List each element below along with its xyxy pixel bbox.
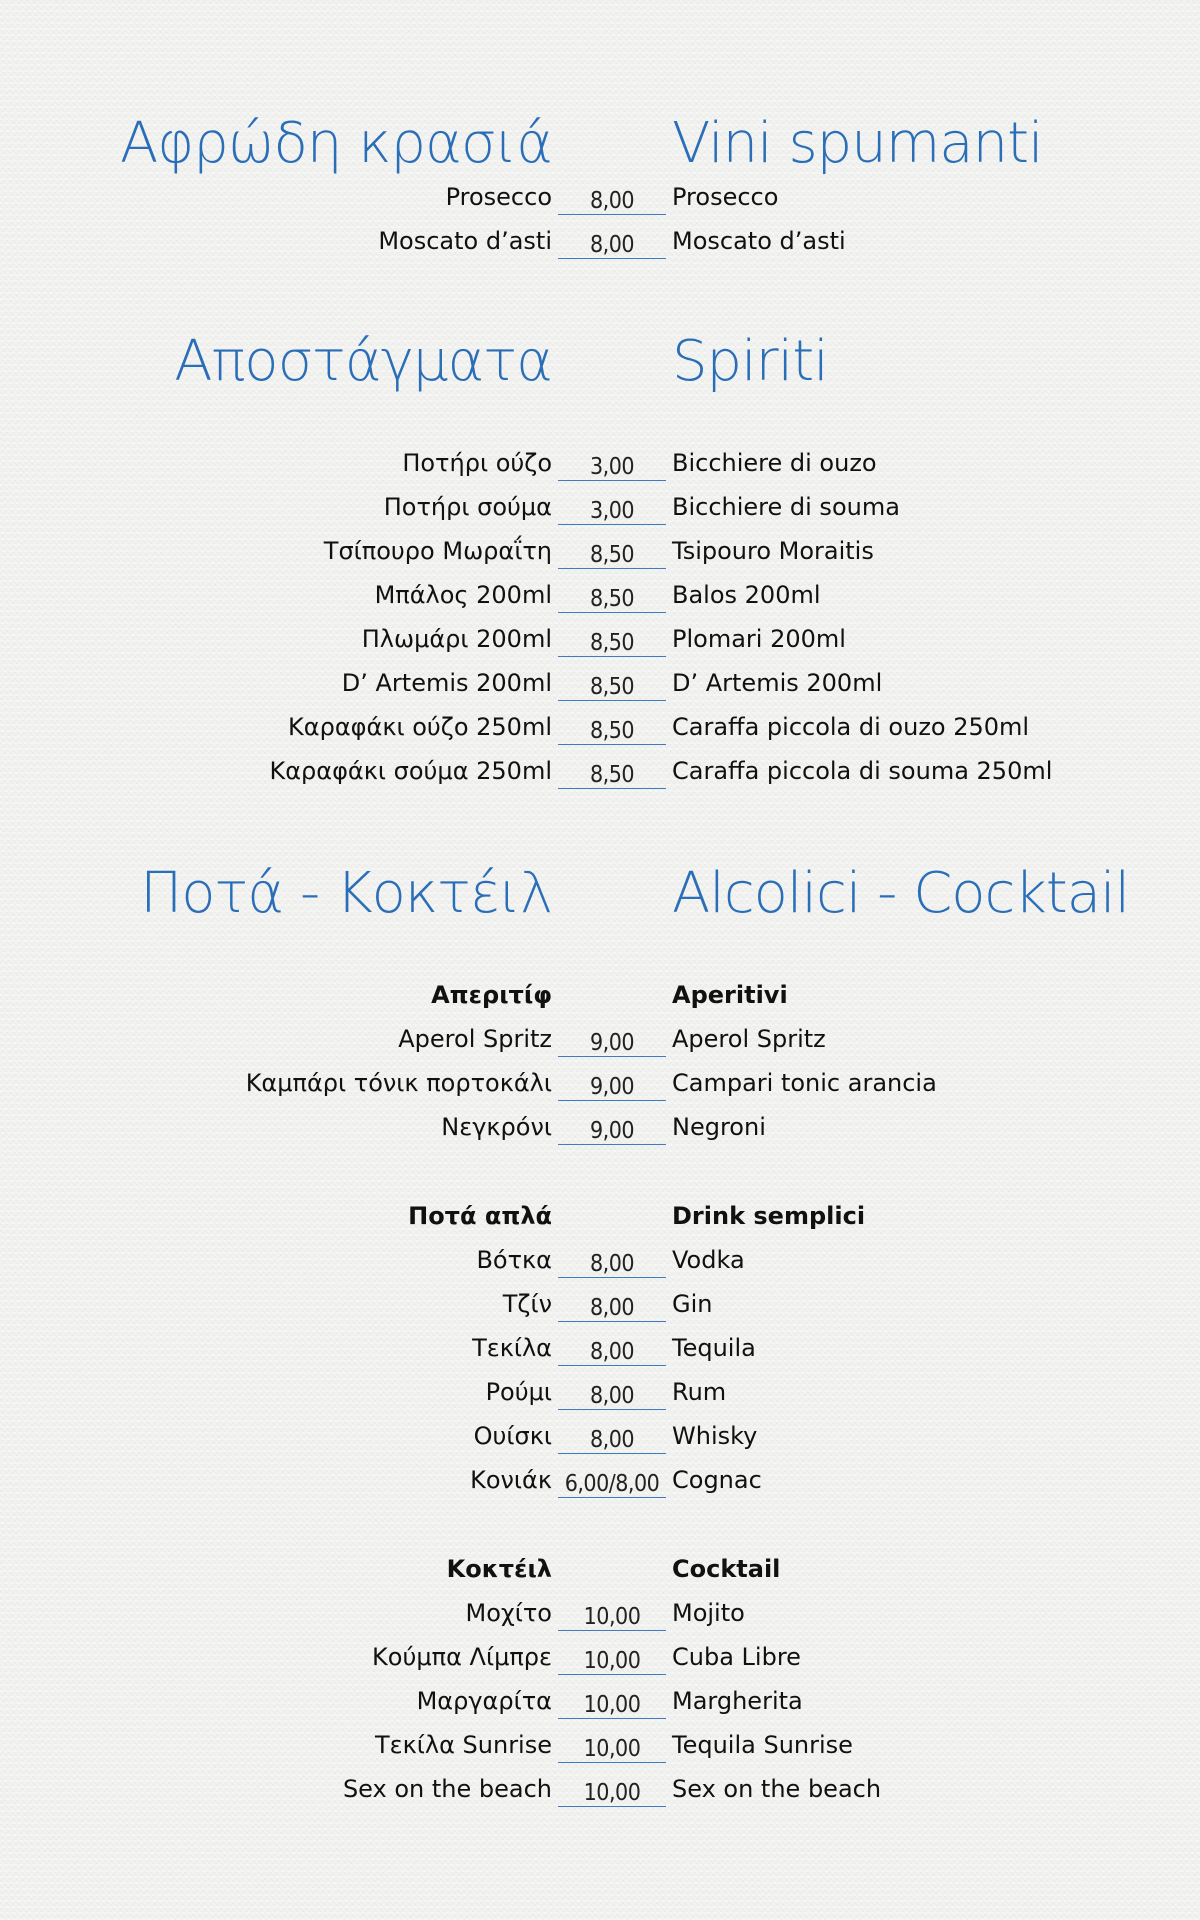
item-name-italian: Mojito bbox=[672, 1599, 745, 1627]
item-price: 3,00 bbox=[558, 494, 666, 525]
menu-item bbox=[0, 448, 1200, 484]
menu-item bbox=[0, 1421, 1200, 1457]
item-price: 8,00 bbox=[558, 184, 666, 215]
item-name-greek: Ουίσκι bbox=[473, 1422, 552, 1450]
item-price: 8,00 bbox=[558, 228, 666, 259]
menu-item bbox=[0, 1465, 1200, 1501]
item-name-italian: Negroni bbox=[672, 1113, 766, 1141]
item-name-italian: Rum bbox=[672, 1378, 727, 1406]
item-price: 10,00 bbox=[558, 1644, 666, 1675]
item-name-italian: D’ Artemis 200ml bbox=[672, 669, 883, 697]
item-name-greek: Μπάλος 200ml bbox=[374, 581, 552, 609]
menu-item bbox=[0, 1377, 1200, 1413]
item-name-italian: Margherita bbox=[672, 1687, 803, 1715]
subsection-heading-greek: Ποτά απλά bbox=[408, 1202, 552, 1230]
item-name-greek: Τεκίλα bbox=[472, 1334, 552, 1362]
item-price: 8,50 bbox=[558, 758, 666, 789]
menu-item bbox=[0, 1333, 1200, 1369]
item-price: 3,00 bbox=[558, 450, 666, 481]
menu-item bbox=[0, 1730, 1200, 1766]
item-name-greek: Καραφάκι ούζο 250ml bbox=[288, 713, 552, 741]
item-name-greek: Moscato d’asti bbox=[378, 227, 552, 255]
item-price: 8,50 bbox=[558, 626, 666, 657]
section-title-greek: Αποστάγματα bbox=[174, 329, 552, 394]
item-name-greek: Ποτήρι σούμα bbox=[383, 493, 552, 521]
item-price: 9,00 bbox=[558, 1070, 666, 1101]
item-name-italian: Plomari 200ml bbox=[672, 625, 846, 653]
item-name-greek: Τεκίλα Sunrise bbox=[374, 1731, 552, 1759]
menu-item bbox=[0, 580, 1200, 616]
item-name-italian: Cognac bbox=[672, 1466, 762, 1494]
item-name-greek: Τζίν bbox=[502, 1290, 552, 1318]
item-price: 10,00 bbox=[558, 1688, 666, 1719]
item-name-italian: Caraffa piccola di ouzo 250ml bbox=[672, 713, 1030, 741]
item-price: 8,50 bbox=[558, 538, 666, 569]
item-name-greek: Νεγκρόνι bbox=[441, 1113, 552, 1141]
item-name-italian: Tequila bbox=[672, 1334, 756, 1362]
item-name-greek: Ρούμι bbox=[485, 1378, 552, 1406]
subsection-heading-italian: Cocktail bbox=[672, 1555, 781, 1583]
menu-item bbox=[0, 1112, 1200, 1148]
section-title-greek: Αφρώδη κρασιά bbox=[119, 111, 552, 176]
menu-item bbox=[0, 712, 1200, 748]
menu-item bbox=[0, 226, 1200, 262]
section-title-greek: Ποτά - Κοκτέιλ bbox=[140, 861, 552, 926]
item-price: 10,00 bbox=[558, 1600, 666, 1631]
menu-item bbox=[0, 182, 1200, 218]
item-name-greek: Πλωμάρι 200ml bbox=[361, 625, 552, 653]
item-name-italian: Gin bbox=[672, 1290, 713, 1318]
item-price: 8,00 bbox=[558, 1379, 666, 1410]
subsection-heading-greek: Κοκτέιλ bbox=[446, 1555, 552, 1583]
item-name-greek: Ποτήρι ούζο bbox=[402, 449, 552, 477]
item-name-italian: Cuba Libre bbox=[672, 1643, 801, 1671]
item-name-italian: Campari tonic arancia bbox=[672, 1069, 937, 1097]
menu-item bbox=[0, 668, 1200, 704]
subsection-heading bbox=[0, 1554, 1200, 1590]
item-price: 8,00 bbox=[558, 1423, 666, 1454]
item-price: 8,00 bbox=[558, 1291, 666, 1322]
section-title-italian: Vini spumanti bbox=[672, 111, 1043, 176]
item-name-italian: Whisky bbox=[672, 1422, 758, 1450]
menu-item bbox=[0, 1289, 1200, 1325]
menu-item bbox=[0, 536, 1200, 572]
menu-item bbox=[0, 1598, 1200, 1634]
item-price: 10,00 bbox=[558, 1776, 666, 1807]
item-name-greek: Κούμπα Λίμπρε bbox=[372, 1643, 552, 1671]
subsection-heading-italian: Drink semplici bbox=[672, 1202, 866, 1230]
item-name-italian: Bicchiere di souma bbox=[672, 493, 900, 521]
item-name-italian: Caraffa piccola di souma 250ml bbox=[672, 757, 1053, 785]
item-name-italian: Vodka bbox=[672, 1246, 745, 1274]
item-name-greek: Βότκα bbox=[476, 1246, 552, 1274]
menu-item bbox=[0, 1686, 1200, 1722]
item-name-italian: Sex on the beach bbox=[672, 1775, 882, 1803]
item-name-greek: Μαργαρίτα bbox=[416, 1687, 552, 1715]
item-price: 8,50 bbox=[558, 714, 666, 745]
item-name-greek: Aperol Spritz bbox=[398, 1025, 552, 1053]
subsection-heading bbox=[0, 1201, 1200, 1237]
subsection-heading-greek: Απεριτίφ bbox=[431, 981, 552, 1009]
item-price: 8,50 bbox=[558, 670, 666, 701]
item-price: 10,00 bbox=[558, 1732, 666, 1763]
item-price: 9,00 bbox=[558, 1114, 666, 1145]
item-price: 8,00 bbox=[558, 1335, 666, 1366]
item-name-greek: Τσίπουρο Μωραΐτη bbox=[323, 537, 552, 565]
item-name-greek: Sex on the beach bbox=[342, 1775, 552, 1803]
item-name-italian: Tsipouro Moraitis bbox=[672, 537, 874, 565]
item-name-greek: Καμπάρι τόνικ πορτοκάλι bbox=[245, 1069, 552, 1097]
subsection-heading bbox=[0, 980, 1200, 1016]
item-price: 6,00/8,00 bbox=[558, 1467, 666, 1498]
item-price: 8,00 bbox=[558, 1247, 666, 1278]
item-name-italian: Balos 200ml bbox=[672, 581, 821, 609]
menu-item bbox=[0, 1024, 1200, 1060]
menu-item bbox=[0, 1774, 1200, 1810]
item-name-greek: Καραφάκι σούμα 250ml bbox=[269, 757, 552, 785]
item-price: 9,00 bbox=[558, 1026, 666, 1057]
item-name-italian: Bicchiere di ouzo bbox=[672, 449, 877, 477]
item-name-italian: Aperol Spritz bbox=[672, 1025, 826, 1053]
section-title-italian: Spiriti bbox=[672, 329, 828, 394]
item-name-greek: Prosecco bbox=[445, 183, 552, 211]
item-price: 8,50 bbox=[558, 582, 666, 613]
menu-item bbox=[0, 1068, 1200, 1104]
subsection-heading-italian: Aperitivi bbox=[672, 981, 788, 1009]
menu-item bbox=[0, 624, 1200, 660]
item-name-italian: Tequila Sunrise bbox=[672, 1731, 853, 1759]
menu-item bbox=[0, 1245, 1200, 1281]
menu-item bbox=[0, 492, 1200, 528]
item-name-greek: D’ Artemis 200ml bbox=[341, 669, 552, 697]
item-name-italian: Prosecco bbox=[672, 183, 779, 211]
item-name-greek: Κονιάκ bbox=[470, 1466, 552, 1494]
menu-item bbox=[0, 1642, 1200, 1678]
item-name-italian: Moscato d’asti bbox=[672, 227, 846, 255]
item-name-greek: Μοχίτο bbox=[465, 1599, 552, 1627]
section-title-italian: Alcolici - Cocktail bbox=[672, 861, 1130, 926]
menu-item bbox=[0, 756, 1200, 792]
